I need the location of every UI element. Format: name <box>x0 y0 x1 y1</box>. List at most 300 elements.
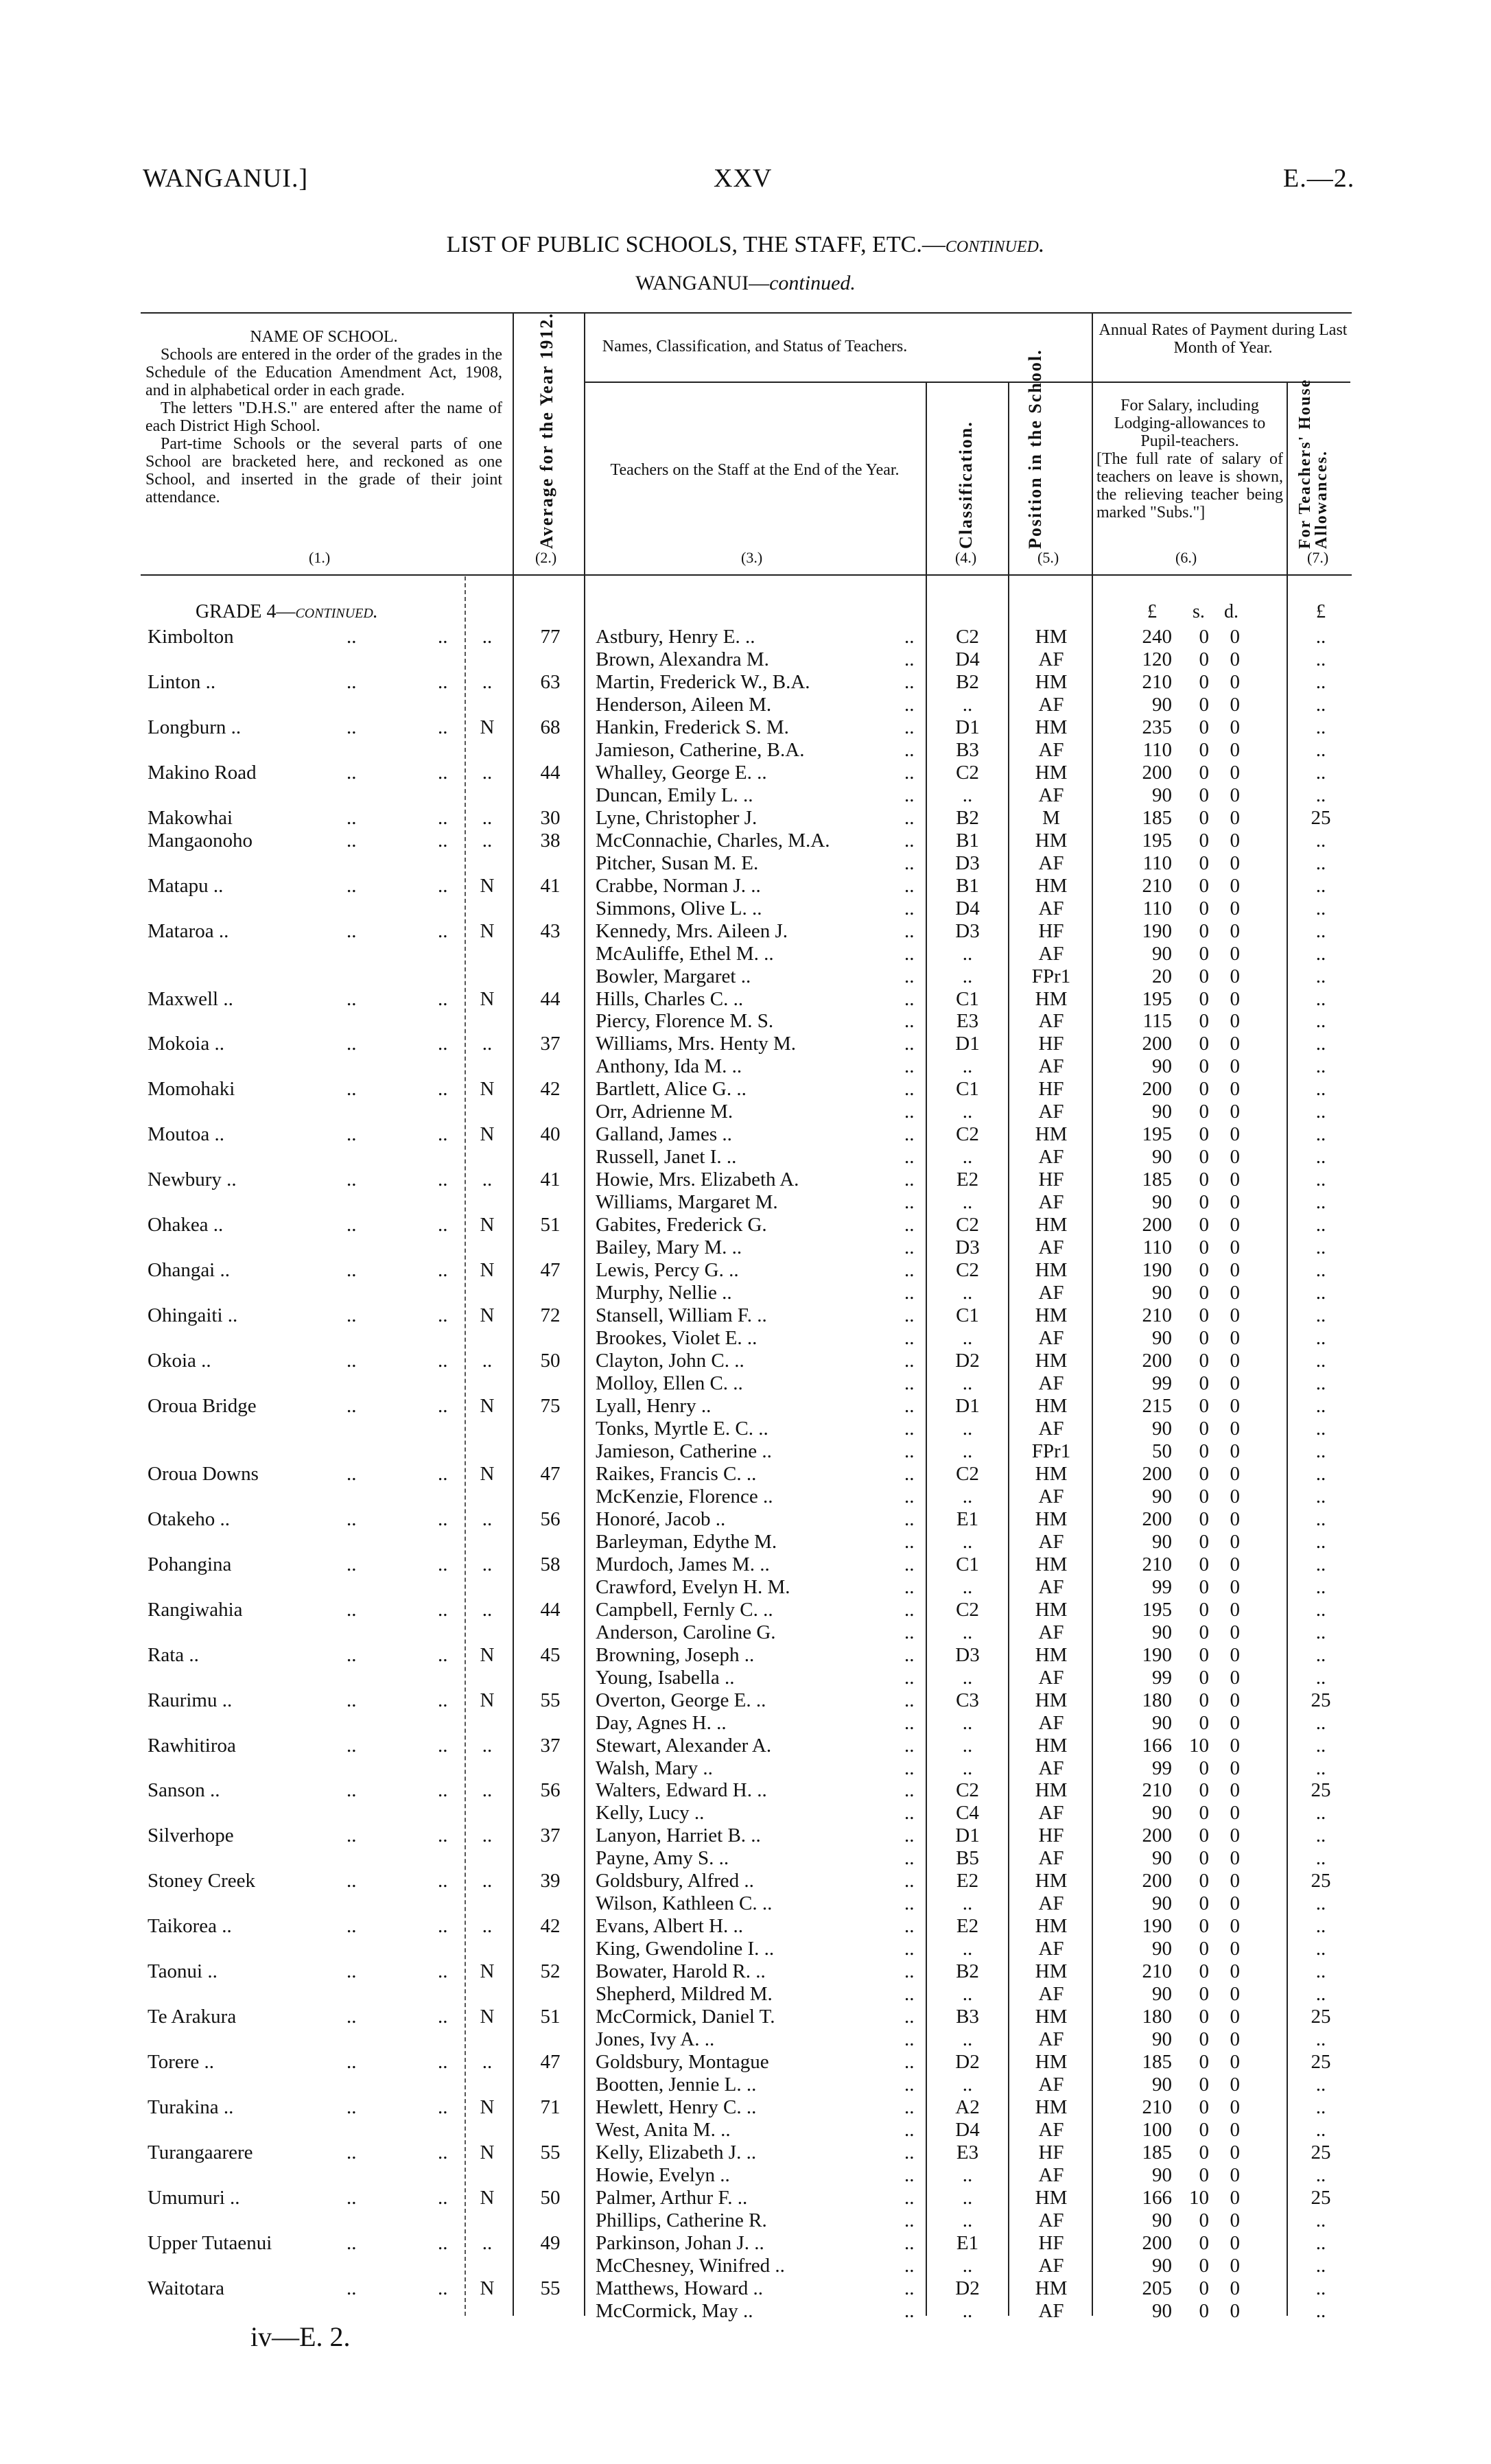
position: AF <box>1038 738 1064 761</box>
teacher-name: Stansell, William F. .. <box>596 1304 767 1327</box>
salary-shillings: 0 <box>1199 784 1209 806</box>
average-attendance: 77 <box>540 626 561 648</box>
teacher-row <box>0 1757 1491 1780</box>
salary-shillings: 0 <box>1199 852 1209 874</box>
classification: .. <box>962 2163 973 2186</box>
salary-pence: 0 <box>1230 1485 1240 1507</box>
salary-shillings: 10 <box>1189 2186 1209 2209</box>
position: HF <box>1038 2231 1064 2254</box>
leader-dots: .. <box>438 1350 448 1372</box>
teacher-name: Williams, Mrs. Henty M. <box>596 1033 797 1055</box>
salary-shillings: 0 <box>1199 2096 1209 2119</box>
school-name: Momohaki <box>148 1078 235 1101</box>
school-mark: N <box>480 716 495 738</box>
teacher-name: Howie, Mrs. Elizabeth A. <box>596 1169 799 1191</box>
school-row <box>0 626 1491 648</box>
leader-dots: .. <box>904 1055 915 1078</box>
position: AF <box>1038 1847 1064 1870</box>
school-mark: N <box>480 1123 495 1146</box>
average-attendance: 30 <box>540 806 561 829</box>
salary-pence: 0 <box>1230 1507 1240 1530</box>
teacher-name: Lyall, Henry .. <box>596 1394 712 1417</box>
salary-pence: 0 <box>1230 2299 1240 2322</box>
leader-dots: .. <box>347 1960 357 1983</box>
teacher-name: Martin, Frederick W., B.A. <box>596 670 810 693</box>
school-name: Torere .. <box>148 2051 214 2074</box>
house-allowance: .. <box>1315 1440 1326 1462</box>
leader-dots: .. <box>904 1236 915 1259</box>
salary-pence: 0 <box>1230 1304 1240 1327</box>
title-text: LIST OF PUBLIC SCHOOLS, THE STAFF, ETC.— <box>446 232 946 257</box>
table-top-rule <box>141 312 1352 314</box>
salary-shillings: 0 <box>1199 670 1209 693</box>
school-mark: .. <box>482 1598 493 1621</box>
teacher-row <box>0 1983 1491 2006</box>
salary-pounds: 185 <box>1142 2051 1172 2074</box>
salary-pence: 0 <box>1230 942 1240 965</box>
leader-dots: .. <box>347 2006 357 2028</box>
leader-dots: .. <box>438 1643 448 1666</box>
house-allowance: .. <box>1315 1507 1326 1530</box>
school-mark: .. <box>482 1779 493 1802</box>
leader-dots: .. <box>904 1553 915 1575</box>
teacher-name: Matthews, Howard .. <box>596 2277 764 2299</box>
position: AF <box>1038 1327 1064 1350</box>
salary-pounds: 110 <box>1142 852 1172 874</box>
average-attendance: 37 <box>540 1824 561 1847</box>
leader-dots: .. <box>438 1259 448 1282</box>
school-name: Mataroa .. <box>148 919 229 942</box>
salary-shillings: 0 <box>1199 738 1209 761</box>
leader-dots: .. <box>904 2186 915 2209</box>
salary-pounds: 210 <box>1142 1960 1172 1983</box>
position: AF <box>1038 942 1064 965</box>
school-mark: N <box>480 1214 495 1236</box>
leader-dots: .. <box>438 987 448 1010</box>
leader-dots: .. <box>347 1259 357 1282</box>
leader-dots: .. <box>904 1802 915 1824</box>
leader-dots: .. <box>438 1960 448 1983</box>
house-allowance: 25 <box>1311 1870 1331 1892</box>
salary-shillings: 0 <box>1199 1757 1209 1779</box>
salary-pounds: 90 <box>1152 1892 1172 1915</box>
leader-dots: .. <box>347 1643 357 1666</box>
classification: .. <box>962 1417 973 1440</box>
col7-header: For Teachers' House Allowances. <box>1296 378 1330 549</box>
school-mark: .. <box>482 1824 493 1847</box>
salary-pence: 0 <box>1230 1462 1240 1485</box>
teacher-name: Parkinson, Johan J. .. <box>596 2231 764 2254</box>
position: AF <box>1038 1621 1064 1643</box>
house-allowance: 25 <box>1311 2141 1331 2163</box>
school-row <box>0 1214 1491 1236</box>
salary-shillings: 0 <box>1199 1440 1209 1462</box>
salary-pence: 0 <box>1230 1870 1240 1892</box>
leader-dots: .. <box>904 1033 915 1055</box>
teacher-name: Gabites, Frederick G. <box>596 1214 767 1236</box>
salary-pounds: 215 <box>1142 1394 1172 1417</box>
house-allowance: .. <box>1315 965 1326 987</box>
position: HM <box>1035 1350 1068 1372</box>
position: HF <box>1038 1169 1064 1191</box>
teacher-name: Brookes, Violet E. .. <box>596 1327 758 1350</box>
teacher-name: Simmons, Olive L. .. <box>596 897 762 919</box>
leader-dots: .. <box>904 897 915 919</box>
teacher-name: McKenzie, Florence .. <box>596 1485 773 1507</box>
teacher-row <box>0 1372 1491 1395</box>
leader-dots: .. <box>347 2186 357 2209</box>
salary-shillings: 0 <box>1199 1055 1209 1078</box>
teacher-name: Howie, Evelyn .. <box>596 2163 730 2186</box>
leader-dots: .. <box>904 1507 915 1530</box>
teacher-name: Piercy, Florence M. S. <box>596 1010 774 1033</box>
classification: .. <box>962 1327 973 1350</box>
leader-dots: .. <box>438 2277 448 2299</box>
leader-dots: .. <box>904 1372 915 1394</box>
salary-shillings: 0 <box>1199 1282 1209 1304</box>
school-mark: N <box>480 1259 495 1282</box>
salary-pounds: 90 <box>1152 2028 1172 2051</box>
teacher-name: Russell, Janet I. .. <box>596 1146 737 1169</box>
school-row <box>0 1824 1491 1847</box>
salary-pounds: 190 <box>1142 919 1172 942</box>
school-name: Waitotara <box>148 2277 224 2299</box>
leader-dots: .. <box>438 1870 448 1892</box>
school-row <box>0 1599 1491 1621</box>
teacher-name: Walsh, Mary .. <box>596 1757 713 1779</box>
leader-dots: .. <box>438 806 448 829</box>
teacher-row <box>0 1938 1491 1960</box>
average-attendance: 58 <box>540 1553 561 1575</box>
classification: D4 <box>955 648 980 670</box>
teacher-row <box>0 2164 1491 2187</box>
salary-shillings: 0 <box>1199 1553 1209 1575</box>
teacher-name: Jones, Ivy A. .. <box>596 2028 715 2051</box>
school-mark: .. <box>482 1734 493 1757</box>
salary-pence: 0 <box>1230 1010 1240 1033</box>
leader-dots: .. <box>438 2141 448 2163</box>
teacher-name: Goldsbury, Montague <box>596 2051 769 2074</box>
position: AF <box>1038 1010 1064 1033</box>
school-mark: .. <box>482 806 493 829</box>
leader-dots: .. <box>904 1621 915 1643</box>
salary-pence: 0 <box>1230 1394 1240 1417</box>
teacher-name: Wilson, Kathleen C. .. <box>596 1892 773 1915</box>
leader-dots: .. <box>904 1259 915 1282</box>
teacher-name: Day, Agnes H. .. <box>596 1711 727 1734</box>
teacher-row <box>0 1531 1491 1553</box>
salary-pence: 0 <box>1230 1575 1240 1598</box>
column-number: (5.) <box>1037 549 1059 566</box>
leader-dots: .. <box>438 716 448 738</box>
school-name: Mangaonoho <box>148 829 253 852</box>
salary-pence: 0 <box>1230 1847 1240 1870</box>
leader-dots: .. <box>347 1553 357 1575</box>
average-attendance: 49 <box>540 2231 561 2254</box>
leader-dots: .. <box>904 2096 915 2119</box>
leader-dots: .. <box>438 829 448 852</box>
teacher-name: Stewart, Alexander A. <box>596 1734 772 1757</box>
salary-shillings: 0 <box>1199 2254 1209 2277</box>
classification: D4 <box>955 2119 980 2142</box>
grade-label <box>196 601 378 623</box>
teacher-name: Hills, Charles C. .. <box>596 987 744 1010</box>
classification: C1 <box>956 987 979 1010</box>
school-mark: .. <box>482 670 493 693</box>
salary-pounds: 200 <box>1142 1214 1172 1236</box>
house-allowance: .. <box>1315 942 1326 965</box>
salary-pounds: 90 <box>1152 2163 1172 2186</box>
salary-shillings: 0 <box>1199 1259 1209 1282</box>
salary-shillings: 0 <box>1199 1779 1209 1802</box>
classification: E2 <box>956 1870 979 1892</box>
leader-dots: .. <box>347 1123 357 1146</box>
grade-italic: continued. <box>295 601 378 622</box>
school-name: Maxwell .. <box>148 987 233 1010</box>
leader-dots: .. <box>904 806 915 829</box>
average-attendance: 47 <box>540 1259 561 1282</box>
salary-shillings: 0 <box>1199 965 1209 987</box>
column-number: (7.) <box>1307 549 1329 566</box>
salary-pence: 0 <box>1230 1779 1240 1802</box>
house-allowance: .. <box>1315 1575 1326 1598</box>
leader-dots: .. <box>904 2209 915 2231</box>
leader-dots: .. <box>438 1462 448 1485</box>
school-row <box>0 2051 1491 2074</box>
teacher-name: McConnachie, Charles, M.A. <box>596 829 830 852</box>
house-allowance: .. <box>1315 1666 1326 1689</box>
salary-pounds: 210 <box>1142 874 1172 897</box>
teacher-name: Phillips, Catherine R. <box>596 2209 767 2231</box>
teacher-row <box>0 2300 1491 2323</box>
school-row <box>0 1915 1491 1938</box>
leader-dots: .. <box>438 1734 448 1757</box>
salary-pence: 0 <box>1230 648 1240 670</box>
salary-shillings: 0 <box>1199 2119 1209 2142</box>
position: AF <box>1038 648 1064 670</box>
house-allowance: .. <box>1315 874 1326 897</box>
position: HM <box>1035 1598 1068 1621</box>
salary-pence: 0 <box>1230 2141 1240 2163</box>
salary-pounds: 195 <box>1142 987 1172 1010</box>
salary-pence: 0 <box>1230 626 1240 648</box>
salary-shillings: 0 <box>1199 806 1209 829</box>
house-allowance: .. <box>1315 1915 1326 1938</box>
average-attendance: 51 <box>540 1214 561 1236</box>
position: AF <box>1038 1146 1064 1169</box>
average-attendance: 56 <box>540 1507 561 1530</box>
classification: .. <box>962 2074 973 2096</box>
teacher-row <box>0 1712 1491 1735</box>
leader-dots: .. <box>438 1169 448 1191</box>
house-allowance: .. <box>1315 1824 1326 1847</box>
salary-pence: 0 <box>1230 2186 1240 2209</box>
salary-shillings: 0 <box>1199 1462 1209 1485</box>
classification: .. <box>962 693 973 716</box>
subtitle-text: WANGANUI— <box>635 272 770 294</box>
salary-shillings: 0 <box>1199 1802 1209 1824</box>
salary-shillings: 0 <box>1199 1304 1209 1327</box>
leader-dots: .. <box>904 2141 915 2163</box>
school-mark: N <box>480 1960 495 1983</box>
school-mark: .. <box>482 2231 493 2254</box>
position: AF <box>1038 2163 1064 2186</box>
position: AF <box>1038 2209 1064 2231</box>
leader-dots: .. <box>904 2163 915 2186</box>
leader-dots: .. <box>347 1394 357 1417</box>
salary-pence: 0 <box>1230 919 1240 942</box>
salary-pounds: 90 <box>1152 2254 1172 2277</box>
leader-dots: .. <box>904 1734 915 1757</box>
teacher-row <box>0 1847 1491 1870</box>
salary-pence: 0 <box>1230 1621 1240 1643</box>
house-allowance: .. <box>1315 1350 1326 1372</box>
salary-pence: 0 <box>1230 1983 1240 2006</box>
salary-pence: 0 <box>1230 1236 1240 1259</box>
school-name: Ohingaiti .. <box>148 1304 238 1327</box>
teacher-row <box>0 2074 1491 2096</box>
teacher-row <box>0 1486 1491 1508</box>
leader-dots: .. <box>904 1824 915 1847</box>
teacher-name: McChesney, Winifred .. <box>596 2254 785 2277</box>
salary-shillings: 0 <box>1199 1010 1209 1033</box>
position: HM <box>1035 874 1068 897</box>
house-allowance: .. <box>1315 1757 1326 1779</box>
leader-dots: .. <box>904 1078 915 1101</box>
school-row <box>0 1735 1491 1757</box>
col3-header: Teachers on the Staff at the End of the Year. <box>610 461 900 479</box>
salary-pounds: 210 <box>1142 1304 1172 1327</box>
teacher-row <box>0 852 1491 875</box>
salary-pence: 0 <box>1230 1146 1240 1169</box>
teacher-name: Jamieson, Catherine .. <box>596 1440 772 1462</box>
salary-pounds: 200 <box>1142 1078 1172 1101</box>
classification: .. <box>962 1621 973 1643</box>
house-allowance: .. <box>1315 1462 1326 1485</box>
house-allowance: .. <box>1315 761 1326 784</box>
school-row <box>0 1463 1491 1486</box>
teacher-row <box>0 2119 1491 2142</box>
house-allowance: 25 <box>1311 1779 1331 1802</box>
classification: .. <box>962 1575 973 1598</box>
house-allowance: .. <box>1315 852 1326 874</box>
leader-dots: .. <box>438 1394 448 1417</box>
salary-shillings: 0 <box>1199 1169 1209 1191</box>
classification: .. <box>962 1372 973 1394</box>
school-name: Stoney Creek <box>148 1870 256 1892</box>
teacher-name: Bowater, Harold R. .. <box>596 1960 766 1983</box>
salary-shillings: 0 <box>1199 1711 1209 1734</box>
leader-dots: .. <box>904 1440 915 1462</box>
teacher-name: Payne, Amy S. .. <box>596 1847 729 1870</box>
position: HM <box>1035 1123 1068 1146</box>
salary-shillings: 0 <box>1199 2006 1209 2028</box>
school-name: Umumuri .. <box>148 2186 240 2209</box>
school-name: Raurimu .. <box>148 1689 233 1711</box>
salary-shillings: 0 <box>1199 1372 1209 1394</box>
leader-dots: .. <box>904 670 915 693</box>
leader-dots: .. <box>904 2277 915 2299</box>
position: HM <box>1035 829 1068 852</box>
salary-shillings: 0 <box>1199 1870 1209 1892</box>
salary-pounds: 200 <box>1142 1507 1172 1530</box>
school-row <box>0 988 1491 1011</box>
teacher-row <box>0 739 1491 762</box>
leader-dots: .. <box>347 626 357 648</box>
teacher-name: Bartlett, Alice G. .. <box>596 1078 747 1101</box>
classification: D1 <box>955 1033 980 1055</box>
classification: D3 <box>955 1236 980 1259</box>
school-row <box>0 2277 1491 2300</box>
salary-shillings: 0 <box>1199 1507 1209 1530</box>
classification: D1 <box>955 1394 980 1417</box>
teacher-name: Shepherd, Mildred M. <box>596 1983 773 2006</box>
school-name: Ohakea .. <box>148 1214 224 1236</box>
leader-dots: .. <box>438 1779 448 1802</box>
teacher-name: Kelly, Lucy .. <box>596 1802 705 1824</box>
classification: D3 <box>955 852 980 874</box>
teacher-row <box>0 1101 1491 1123</box>
teacher-row <box>0 2028 1491 2051</box>
leader-dots: .. <box>347 1078 357 1101</box>
salary-pence: 0 <box>1230 1938 1240 1960</box>
house-allowance: 25 <box>1311 2051 1331 2074</box>
teacher-row <box>0 1236 1491 1259</box>
teacher-name: Murdoch, James M. .. <box>596 1553 770 1575</box>
salary-pounds: 166 <box>1142 1734 1172 1757</box>
salary-pounds: 90 <box>1152 1327 1172 1350</box>
salary-shillings: 0 <box>1199 919 1209 942</box>
school-row <box>0 1508 1491 1531</box>
school-mark: .. <box>482 1553 493 1575</box>
column-number: (6.) <box>1175 549 1197 566</box>
average-attendance: 71 <box>540 2096 561 2119</box>
salary-shillings: 0 <box>1199 1824 1209 1847</box>
salary-shillings: 0 <box>1199 2051 1209 2074</box>
position: AF <box>1038 2119 1064 2142</box>
school-mark: N <box>480 2096 495 2119</box>
house-allowance: .. <box>1315 2231 1326 2254</box>
leader-dots: .. <box>904 2299 915 2322</box>
salary-shillings: 0 <box>1199 716 1209 738</box>
classification: .. <box>962 1757 973 1779</box>
school-mark: N <box>480 2186 495 2209</box>
position: HM <box>1035 670 1068 693</box>
house-allowance: .. <box>1315 1938 1326 1960</box>
school-name: Matapu .. <box>148 874 224 897</box>
salary-pence: 0 <box>1230 874 1240 897</box>
leader-dots: .. <box>904 2051 915 2074</box>
teacher-name: West, Anita M. .. <box>596 2119 731 2142</box>
classification: .. <box>962 1055 973 1078</box>
classification: C3 <box>956 1689 979 1711</box>
column-number: (4.) <box>955 549 977 566</box>
column-number: (2.) <box>535 549 557 566</box>
leader-dots: .. <box>438 670 448 693</box>
school-row <box>0 2096 1491 2119</box>
leader-dots: .. <box>347 806 357 829</box>
school-name: Longburn .. <box>148 716 242 738</box>
salary-pounds: 190 <box>1142 1259 1172 1282</box>
leader-dots: .. <box>904 2254 915 2277</box>
teacher-name: Hankin, Frederick S. M. <box>596 716 789 738</box>
school-row <box>0 1553 1491 1576</box>
salary-pounds: 185 <box>1142 1169 1172 1191</box>
position: AF <box>1038 1892 1064 1915</box>
teacher-name: Barleyman, Edythe M. <box>596 1530 777 1553</box>
leader-dots: .. <box>904 1938 915 1960</box>
teacher-name: Browning, Joseph .. <box>596 1643 755 1666</box>
